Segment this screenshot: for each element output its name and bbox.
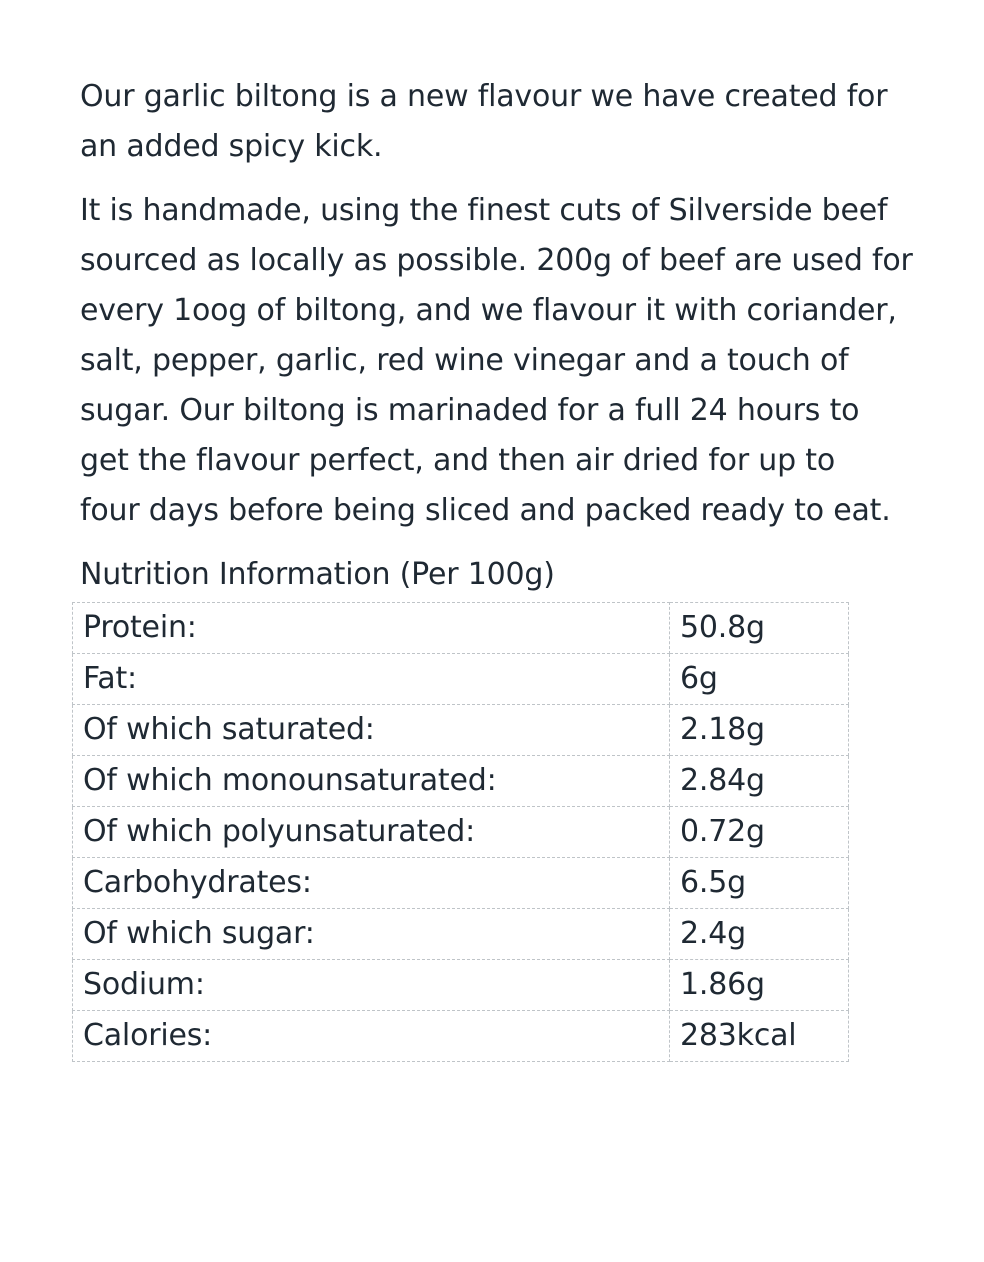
nutrient-value: 2.84g [670, 756, 849, 807]
description-line: every 1oog of biltong, and we flavour it with coriander, [80, 293, 897, 328]
nutrient-label: Protein: [73, 603, 670, 654]
nutrient-value: 6.5g [670, 858, 849, 909]
table-row [73, 909, 849, 960]
nutrient-value: 283kcal [670, 1011, 849, 1062]
nutrient-value: 1.86g [670, 960, 849, 1011]
description-line: salt, pepper, garlic, red wine vinegar and a touch of [80, 343, 849, 378]
nutrient-label: Calories: [73, 1011, 670, 1062]
table-row [73, 756, 849, 807]
intro-paragraph [80, 72, 940, 172]
nutrient-label: Carbohydrates: [73, 858, 670, 909]
description-line: get the flavour perfect, and then air dried for up to [80, 443, 836, 478]
nutrient-label: Sodium: [73, 960, 670, 1011]
nutrient-value: 2.18g [670, 705, 849, 756]
nutrient-value: 50.8g [670, 603, 849, 654]
description-paragraph [80, 186, 940, 536]
table-row [73, 705, 849, 756]
nutrient-value: 2.4g [670, 909, 849, 960]
table-row [73, 858, 849, 909]
nutrient-label: Fat: [73, 654, 670, 705]
table-row [73, 603, 849, 654]
description-line: four days before being sliced and packed ready to eat. [80, 493, 891, 528]
nutrition-heading: Nutrition Information (Per 100g) [80, 557, 555, 592]
nutrient-value: 0.72g [670, 807, 849, 858]
table-row [73, 807, 849, 858]
nutrient-label: Of which polyunsaturated: [73, 807, 670, 858]
intro-line: Our garlic biltong is a new flavour we have created for [80, 79, 888, 114]
description-line: sourced as locally as possible. 200g of beef are used for [80, 243, 913, 278]
document-content [80, 72, 940, 1062]
table-row [73, 654, 849, 705]
table-row [73, 1011, 849, 1062]
nutrition-table [72, 602, 849, 1062]
nutrient-value: 6g [670, 654, 849, 705]
nutrient-label: Of which saturated: [73, 705, 670, 756]
nutrient-label: Of which monounsaturated: [73, 756, 670, 807]
nutrient-label: Of which sugar: [73, 909, 670, 960]
table-row [73, 960, 849, 1011]
description-line: sugar. Our biltong is marinaded for a full 24 hours to [80, 393, 860, 428]
intro-line: an added spicy kick. [80, 129, 383, 164]
description-line: It is handmade, using the finest cuts of Silverside beef [80, 193, 888, 228]
